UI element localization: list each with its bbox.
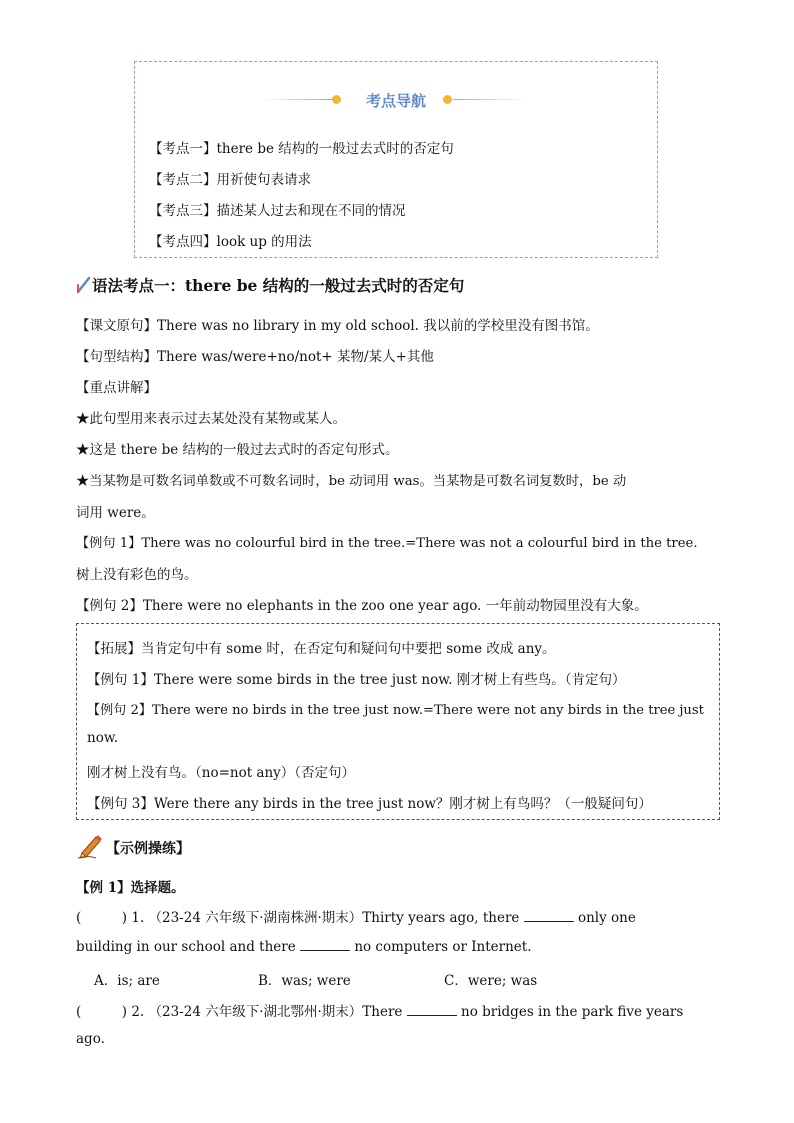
example-1-label: 【例 1】选择题。 — [76, 880, 185, 896]
nav-title-banner — [135, 90, 657, 110]
question-1-option-a[interactable]: A．is; are — [94, 973, 160, 989]
extension-example-2-continued: now. — [87, 730, 119, 746]
question-1-stem-end: only one — [577, 910, 636, 926]
decorative-dot — [443, 95, 452, 104]
practice-header: 【示例操练】 — [106, 841, 190, 857]
answer-blank[interactable] — [407, 1003, 457, 1016]
answer-blank[interactable] — [524, 909, 574, 922]
extension-example-2-translation: 刚才树上没有鸟。（no=not any）（否定句） — [87, 765, 356, 781]
question-1 — [76, 906, 636, 926]
extension-example-3: 【例句 3】Were there any birds in the tree just now？刚才树上有鸟吗？（一般疑问句） — [87, 796, 652, 812]
example-sentence-1-translation: 树上没有彩色的鸟。 — [76, 567, 198, 583]
question-1-line-2 — [76, 938, 532, 955]
section-heading: 语法考点一：there be 结构的一般过去式时的否定句 — [92, 276, 465, 295]
question-1-text-end: no computers or Internet. — [354, 939, 532, 955]
example-sentence-2: 【例句 2】There were no elephants in the zoo one year ago. 一年前动物园里没有大象。 — [76, 598, 648, 614]
pencil-icon — [76, 831, 104, 859]
extension-rule: 【拓展】当肯定句中有 some 时，在否定句和疑问句中要把 some 改成 any。 — [87, 641, 556, 657]
key-point: ★这是 there be 结构的一般过去式时的否定句形式。 — [76, 442, 399, 458]
question-1-stem: ( ) 1. （23-24 六年级下·湖南株洲·期末）Thirty years ago, there — [76, 910, 520, 926]
extension-example-2: 【例句 2】There were no birds in the tree just now.=There were not any birds in the tree just — [87, 703, 704, 718]
extension-box — [76, 623, 720, 820]
key-point: ★当某物是可数名词单数或不可数名词时，be 动词用 was。当某物是可数名词复数时，be 动 — [76, 474, 627, 489]
example-sentence-1: 【例句 1】There was no colourful bird in the tree.=There was not a colourful bird in the tree. — [76, 536, 698, 551]
key-points-label: 【重点讲解】 — [76, 380, 157, 396]
key-point: ★此句型用来表示过去某处没有某物或某人。 — [76, 411, 346, 427]
original-sentence: 【课文原句】There was no library in my old school. 我以前的学校里没有图书馆。 — [76, 318, 599, 334]
answer-blank[interactable] — [300, 938, 350, 951]
nav-item-topic-1: 【考点一】there be 结构的一般过去式时的否定句 — [149, 141, 454, 157]
question-2-stem: ( ) 2. （23-24 六年级下·湖北鄂州·期末）There — [76, 1004, 403, 1020]
question-1-option-c[interactable]: C．were; was — [444, 973, 538, 989]
key-point-continued: 词用 were。 — [76, 505, 155, 521]
question-2 — [76, 1000, 683, 1020]
pen-marker-icon — [76, 276, 92, 294]
nav-item-topic-3: 【考点三】描述某人过去和现在不同的情况 — [149, 203, 406, 219]
topic-navigation-box — [134, 61, 658, 258]
nav-item-topic-4: 【考点四】look up 的用法 — [149, 234, 312, 250]
question-2-continued: ago. — [76, 1031, 105, 1047]
question-2-stem-end: no bridges in the park five years — [461, 1004, 684, 1020]
decorative-line — [453, 99, 525, 100]
sentence-structure: 【句型结构】There was/were+no/not+ 某物/某人+其他 — [76, 349, 434, 365]
nav-title: 考点导航 — [365, 92, 426, 110]
extension-example-1: 【例句 1】There were some birds in the tree just now. 刚才树上有些鸟。（肯定句） — [87, 672, 626, 688]
nav-item-topic-2: 【考点二】用祈使句表请求 — [149, 172, 311, 188]
question-1-text: building in our school and there — [76, 939, 296, 955]
question-1-option-b[interactable]: B．was; were — [258, 973, 351, 989]
